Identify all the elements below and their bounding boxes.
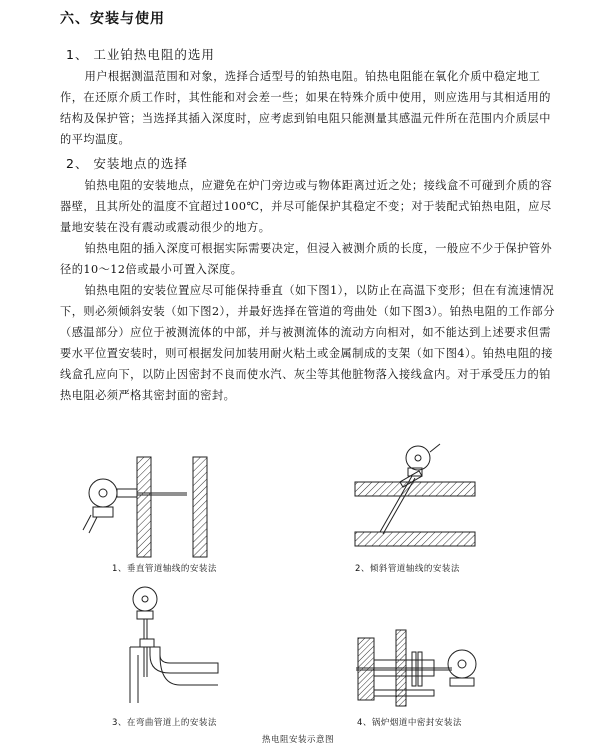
selection-paragraph: 用户根据测温范围和对象，选择合适型号的铂热电阻。铂热电阻能在氧化介质中稳定地工作，在还原介质工作时，其性能和对会差一些；如果在特殊介质中使用，则应选用与其相适用的结构及保护管；当选择其插入深度时，应考虑到铂电阻只能测量其感温元件所在范围内介质层中的平均温度。 xyxy=(60,70,551,146)
subsection-heading-selection: 1、 工业铂热电阻的选用 xyxy=(66,47,215,62)
figure-1-caption: 1、垂直管道轴线的安装法 xyxy=(112,564,217,574)
location-paragraph-1: 铂热电阻的安装地点，应避免在炉门旁边或与物体距离过近之处；接线盒不可碰到介质的容器壁，且其所处的温度不宜超过100℃，并尽可能保护其稳定不变；对于装配式铂热电阻，应尽量地安装在没有震动或震动很少的地方。 xyxy=(60,179,553,234)
location-text-block xyxy=(60,175,560,440)
figure-2-caption: 2、倾斜管道轴线的安装法 xyxy=(355,564,460,574)
figure-inclined-pipe-diagram xyxy=(350,440,480,560)
figure-4-caption: 4、锅炉烟道中密封安装法 xyxy=(357,718,462,728)
figure-vertical-pipe-diagram xyxy=(75,455,235,560)
subsection-heading-location: 2、 安装地点的选择 xyxy=(66,156,188,171)
section-title: 六、安装与使用 xyxy=(60,11,165,27)
figure-bent-pipe-diagram xyxy=(120,585,220,705)
location-paragraph-2: 铂热电阻的插入深度可根据实际需要决定，但浸入被测介质的长度，一般应不少于保护管外径的10～12倍或最小可置入深度。 xyxy=(60,242,553,276)
location-paragraph-3: 铂热电阻的安装位置应尽可能保持垂直（如下图1），以防止在高温下变形；但在有流速情况下，则必须倾斜安装（如下图2），并最好选择在管道的弯曲处（如下图3）。铂热电阻的工作部分（感温部分）应位于被测流体的中部，并与被测流体的流动方向相对，如不能达到上述要求但需要水平位置安装时，则可根据发问加装用耐火粘土或金属制成的支架（如下图4）。铂热电阻的接线盒孔应向下，以防止因密封不良而使水汽、灰尘等其他脏物落入接线盒内。对于承受压力的铂热电阻必须严格其密封面的密封。 xyxy=(60,284,555,402)
figure-boiler-flue-diagram xyxy=(352,628,492,713)
figure-overall-caption: 热电阻安装示意图 xyxy=(262,735,335,745)
figure-3-caption: 3、在弯曲管道上的安装法 xyxy=(112,718,217,728)
selection-text-block xyxy=(60,66,560,150)
